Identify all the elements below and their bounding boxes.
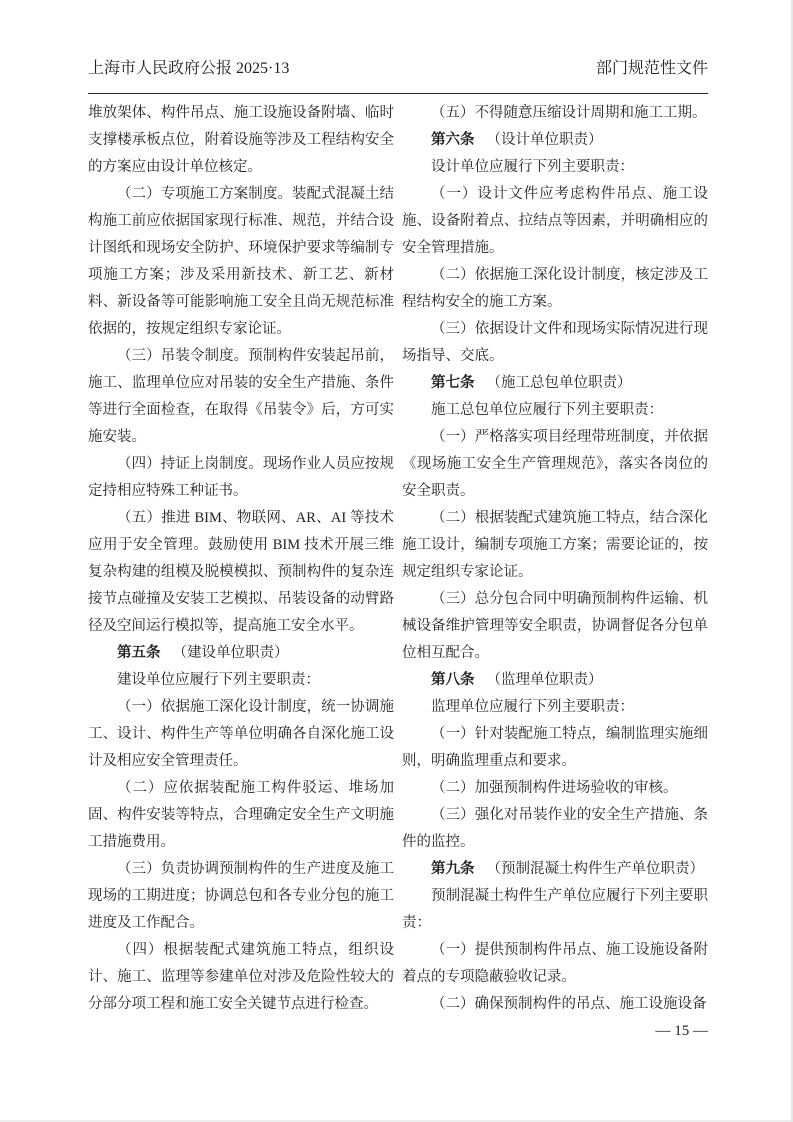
paragraph: （三）依据设计文件和现场实际情况进行现场指导、交底。: [402, 321, 708, 364]
paragraph: （四）根据装配式建筑施工特点，组织设计、施工、监理等参建单位对涉及危险性较大的分部分项工程和施工安全关键节点进行检查。: [88, 942, 394, 1012]
article-number: 第七条: [431, 375, 475, 391]
paragraph: （二）专项施工方案制度。装配式混凝土结构施工前应依据国家现行标准、规范，并结合设计图纸和现场安全防护、环境保护要求等编制专项施工方案；涉及采用新技术、新工艺、新材料、新设备等可能影响施工安全且尚无规范标准依据的，按规定组织专家论证。: [88, 186, 394, 337]
paragraph: （二）加强预制构件进场验收的审核。: [431, 780, 678, 796]
paragraph: （五）不得随意压缩设计周期和施工工期。: [431, 105, 707, 121]
article-title: （施工总包单位职责）: [486, 375, 632, 391]
paragraph: 建设单位应履行下列主要职责：: [117, 672, 320, 688]
article-number: 第九条: [431, 861, 475, 877]
article-heading: [402, 856, 708, 883]
article-title: （预制混凝土构件生产单位职责）: [486, 861, 704, 877]
article-heading: [402, 370, 708, 397]
article-number: 第五条: [117, 645, 161, 661]
paragraph: （一）设计文件应考虑构件吊点、施工设施、设备附着点、拉结点等因素，并明确相应的安全管理措施。: [402, 186, 708, 256]
header-gazette-title: 上海市人民政府公报 2025·13: [88, 60, 290, 77]
paragraph: （四）持证上岗制度。现场作业人员应按规定持相应特殊工种证书。: [88, 456, 394, 499]
paragraph: （三）负责协调预制构件的生产进度及施工现场的工期进度；协调总包和各专业分包的施工进度及工作配合。: [88, 861, 394, 931]
paragraph: （三）总分包合同中明确预制构件运输、机械设备维护管理等安全职责，协调督促各分包单位相互配合。: [402, 591, 708, 661]
article-heading: [402, 127, 708, 154]
paragraph: 监理单位应履行下列主要职责：: [431, 699, 634, 715]
paragraph: （二）根据装配式建筑施工特点，结合深化施工设计，编制专项施工方案；需要论证的，按规定组织专家论证。: [402, 510, 708, 580]
paragraph: 设计单位应履行下列主要职责：: [431, 159, 634, 175]
paragraph: （三）吊装令制度。预制构件安装起吊前，施工、监理单位应对吊装的安全生产措施、条件等进行全面检查，在取得《吊装令》后，方可实施安装。: [88, 348, 394, 445]
article-heading: [402, 667, 708, 694]
article-number: 第八条: [431, 672, 475, 688]
page-footer: [88, 1018, 714, 1045]
paragraph: 堆放架体、构件吊点、施工设施设备附墙、临时支撑楼承板点位，附着设施等涉及工程结构安全的方案应由设计单位核定。: [88, 105, 394, 175]
paragraph: 施工总包单位应履行下列主要职责：: [431, 402, 663, 418]
article-title: （建设单位职责）: [172, 645, 289, 661]
left-column: [88, 100, 394, 1018]
paragraph: （一）针对装配施工特点，编制监理实施细则，明确监理重点和要求。: [402, 726, 708, 769]
paragraph: （一）严格落实项目经理带班制度，并依据《现场施工安全生产管理规范》，落实各岗位的安全职责。: [402, 429, 708, 499]
paragraph: （二）依据施工深化设计制度，核定涉及工程结构安全的施工方案。: [402, 267, 708, 310]
paragraph: （二）确保预制构件的吊点、施工设施设备: [431, 996, 707, 1012]
paragraph: 预制混凝土构件生产单位应履行下列主要职责：: [402, 888, 708, 931]
right-column: [402, 100, 708, 1018]
paragraph: （三）强化对吊装作业的安全生产措施、条件的监控。: [402, 807, 708, 850]
paragraph: （一）依据施工深化设计制度，统一协调施工、设计、构件生产等单位明确各自深化施工设计及相应安全管理责任。: [88, 699, 394, 769]
header-section-label: 部门规范性文件: [595, 60, 708, 77]
paragraph: （五）推进 BIM、物联网、AR、AI 等技术应用于安全管理。鼓励使用 BIM 技术开展三维复杂构建的组模及脱模模拟、预制构件的复杂连接节点碰撞及安装工艺模拟、吊装设备的动臂路径及空间运行模拟等，提高施工安全水平。: [88, 510, 394, 634]
page-header: [88, 58, 708, 94]
article-title: （设计单位职责）: [486, 132, 603, 148]
article-title: （监理单位职责）: [486, 672, 603, 688]
article-number: 第六条: [431, 132, 475, 148]
paragraph: （二）应依据装配施工构件驳运、堆场加固、构件安装等特点，合理确定安全生产文明施工措施费用。: [88, 780, 394, 850]
document-body: [88, 100, 708, 1018]
article-heading: [88, 640, 394, 667]
page-number: — 15 —: [655, 1023, 708, 1039]
paragraph: （一）提供预制构件吊点、施工设施设备附着点的专项隐蔽验收记录。: [402, 942, 708, 985]
